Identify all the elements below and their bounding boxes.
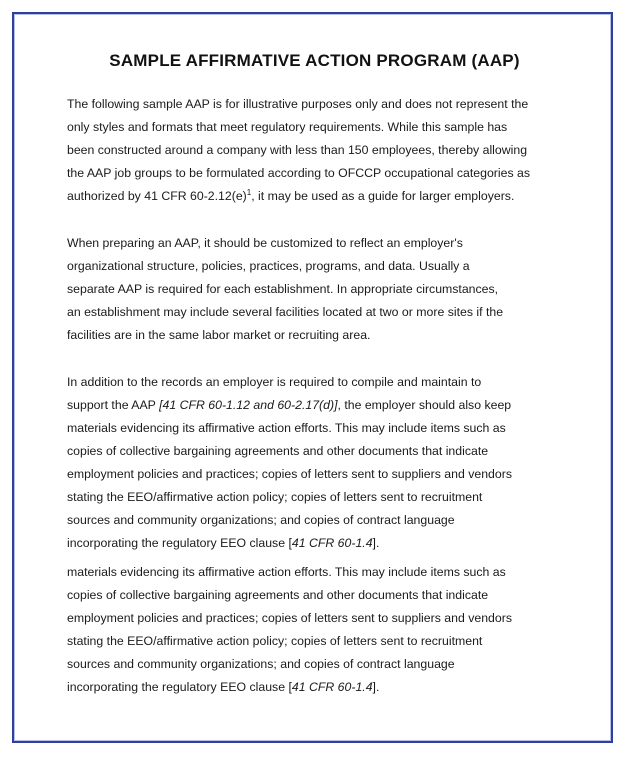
document-title: SAMPLE AFFIRMATIVE ACTION PROGRAM (AAP) [109,51,520,70]
regulation-citation: [41 CFR 60-1.12 and 60-2.17(d)] [159,398,338,412]
text-line: When preparing an AAP, it should be customized to reflect an employer's [67,236,463,250]
text-line [67,532,567,555]
paragraph-records [67,371,567,555]
text-fragment: , the employer should also keep [337,398,512,412]
text-line: The following sample AAP is for illustrative purposes only and does not represent the [67,97,529,111]
regulation-citation: 41 CFR 60-1.4 [291,680,373,694]
text-line: materials evidencing its affirmative action efforts. This may include items such as [67,565,506,579]
text-fragment: support the AAP [67,398,160,412]
text-line: stating the EEO/affirmative action policy; copies of letters sent to recruitment [67,634,483,648]
text-line: only styles and formats that meet regulatory requirements. While this sample has [67,120,508,134]
text-line: an establishment may include several facilities located at two or more sites if the [67,305,504,319]
text-line: facilities are in the same labor market or recruiting area. [67,328,371,342]
text-line [67,185,567,208]
paragraph-intro [67,93,567,208]
text-line: stating the EEO/affirmative action policy; copies of letters sent to recruitment [67,490,483,504]
text-line: sources and community organizations; and copies of contract language [67,513,455,527]
text-line: copies of collective bargaining agreements and other documents that indicate [67,588,489,602]
text-line: employment policies and practices; copies of letters sent to suppliers and vendors [67,611,512,625]
text-line [67,676,567,699]
footnote-marker: 1 [246,187,252,197]
text-line: In addition to the records an employer is required to compile and maintain to [67,375,482,389]
text-fragment: authorized by 41 CFR 60-2.12(e) [67,189,247,203]
text-fragment: ]. [372,680,380,694]
regulation-citation: 41 CFR 60-1.4 [291,536,373,550]
text-line: organizational structure, policies, practices, programs, and data. Usually a [67,259,470,273]
text-line: the AAP job groups to be formulated according to OFCCP occupational categories as [67,166,531,180]
text-line: sources and community organizations; and copies of contract language [67,657,455,671]
text-line: materials evidencing its affirmative action efforts. This may include items such as [67,421,506,435]
text-fragment: ]. [372,536,380,550]
text-fragment: incorporating the regulatory EEO clause [ [67,536,292,550]
text-fragment: incorporating the regulatory EEO clause [ [67,680,292,694]
text-line: employment policies and practices; copies of letters sent to suppliers and vendors [67,467,512,481]
text-line [67,394,567,417]
text-fragment: , it may be used as a guide for larger employers. [251,189,515,203]
paragraph-preparing [67,232,567,347]
paragraph-materials-repeat [67,561,567,699]
document-page [12,12,613,743]
text-line: separate AAP is required for each establishment. In appropriate circumstances, [67,282,499,296]
text-line: copies of collective bargaining agreements and other documents that indicate [67,444,489,458]
text-line: been constructed around a company with less than 150 employees, thereby allowing [67,143,528,157]
